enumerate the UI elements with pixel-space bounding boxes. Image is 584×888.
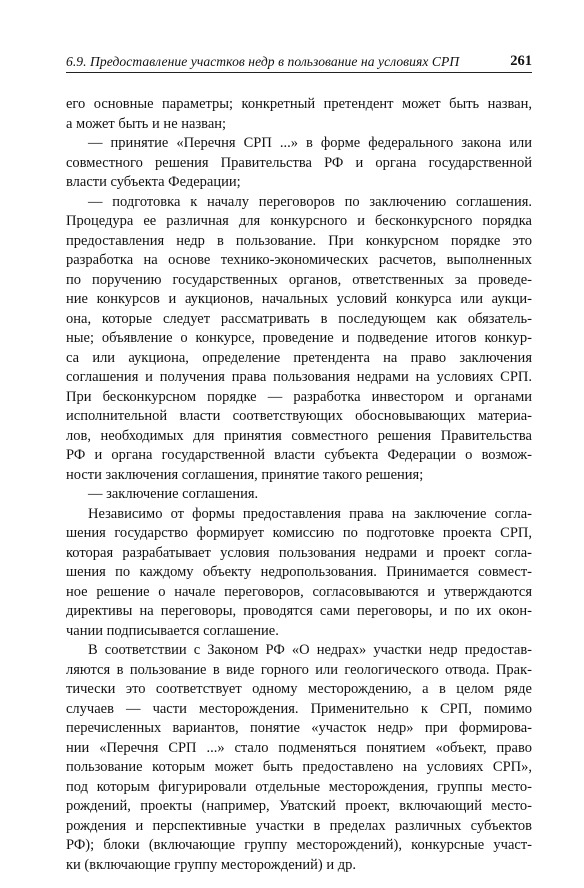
- text-line: рождения и перспективные участки в пределах различных субъектов: [66, 817, 532, 834]
- text-line: РФ); блоки (включающие группу месторождений), конкурсные участ-: [66, 837, 532, 853]
- text-line: ное решение о начале переговоров, согласовываются и утверждаются: [66, 583, 532, 600]
- text-line: ляются в пользование в виде горного или геологического отвода. Прак-: [66, 661, 532, 678]
- text-line: — заключение соглашения.: [88, 486, 259, 502]
- text-line: пользование которым может быть предоставлено на условиях СРП»,: [66, 759, 532, 775]
- text-line: — принятие «Перечня СРП ...» в форме федерального закона или: [88, 135, 532, 151]
- text-line: под которым фигурировали отдельные месторождения, группы место-: [66, 778, 532, 795]
- text-line: тически это соответствует одному месторождению, а в целом ряде: [66, 681, 532, 697]
- text-line: директивы на переговоры, проводятся сами переговоры, и по их окон-: [66, 603, 532, 619]
- header-rule: [66, 72, 532, 73]
- text-line: ние конкурсов и аукционов, начальных условий конкурса или аукци-: [66, 291, 532, 307]
- text-line: власти субъекта Федерации;: [66, 174, 241, 190]
- text-line: ки (включающие группу месторождений) и др.: [66, 856, 357, 873]
- body-text: [66, 95, 532, 875]
- text-line: шения по каждому объекту недропользования. Принимается совмест-: [66, 564, 532, 580]
- text-line: случаев — части месторождения. Применительно к СРП, помимо: [66, 700, 532, 717]
- text-line: РФ и органа государственной власти субъекта Федерации о возмож-: [66, 447, 532, 463]
- text-line: которая разрабатывает условия пользования недрами и проект согла-: [66, 544, 532, 561]
- text-line: перечисленных вариантов, понятие «участок недр» при формирова-: [66, 720, 532, 736]
- text-line: ные; объявление о конкурсе, проведение и подведение итогов конкур-: [66, 330, 532, 346]
- running-head: [66, 48, 532, 70]
- text-line: совместного решения Правительства РФ и органа государственной: [66, 154, 532, 171]
- text-line: При бесконкурсном порядке — разработка инвестором и органами: [66, 388, 532, 405]
- text-line: а может быть и не назван;: [66, 115, 227, 132]
- text-line: — подготовка к началу переговоров по заключению соглашения.: [88, 193, 532, 210]
- text-line: предоставления недр в пользование. При конкурсном порядке это: [66, 232, 532, 249]
- text-line: В соответствии с Законом РФ «О недрах» участки недр предостав-: [88, 642, 532, 658]
- text-line: разработка на основе технико-экономических расчетов, выполненных: [66, 252, 532, 268]
- text-line: по поручению государственных органов, ответственных за проведе-: [66, 271, 532, 288]
- text-line: она, которые следует рассматривать в последующем как обязатель-: [66, 310, 532, 327]
- text-line: са или аукциона, определение претендента на право заключения: [66, 349, 532, 366]
- running-title: 6.9. Предоставление участков недр в пользование на условиях СРП: [66, 54, 460, 69]
- text-line: чании подписывается соглашение.: [66, 622, 279, 639]
- text-line: Процедура ее различная для конкурсного и бесконкурсного порядка: [66, 213, 532, 229]
- text-line: шения государство формирует комиссию по подготовке проекта СРП,: [66, 525, 532, 541]
- text-line: соглашения и получения права пользования недрами на условиях СРП.: [66, 369, 532, 385]
- text-line: его основные параметры; конкретный претендент может быть назван,: [66, 96, 532, 112]
- text-line: ности заключения соглашения, принятие такого решения;: [66, 466, 424, 483]
- text-line: Независимо от формы предоставления права на заключение согла-: [88, 505, 532, 522]
- text-line: исполнительной власти соответствующих обосновывающих материа-: [66, 408, 532, 424]
- page-number: 261: [510, 53, 532, 69]
- text-line: нии «Перечня СРП ...» стало подменяться понятием «объект, право: [66, 739, 532, 756]
- text-line: рождений, проекты (например, Уватский проект, включающий место-: [66, 798, 532, 814]
- text-line: лов, необходимых для принятия совместного решения Правительства: [66, 427, 532, 444]
